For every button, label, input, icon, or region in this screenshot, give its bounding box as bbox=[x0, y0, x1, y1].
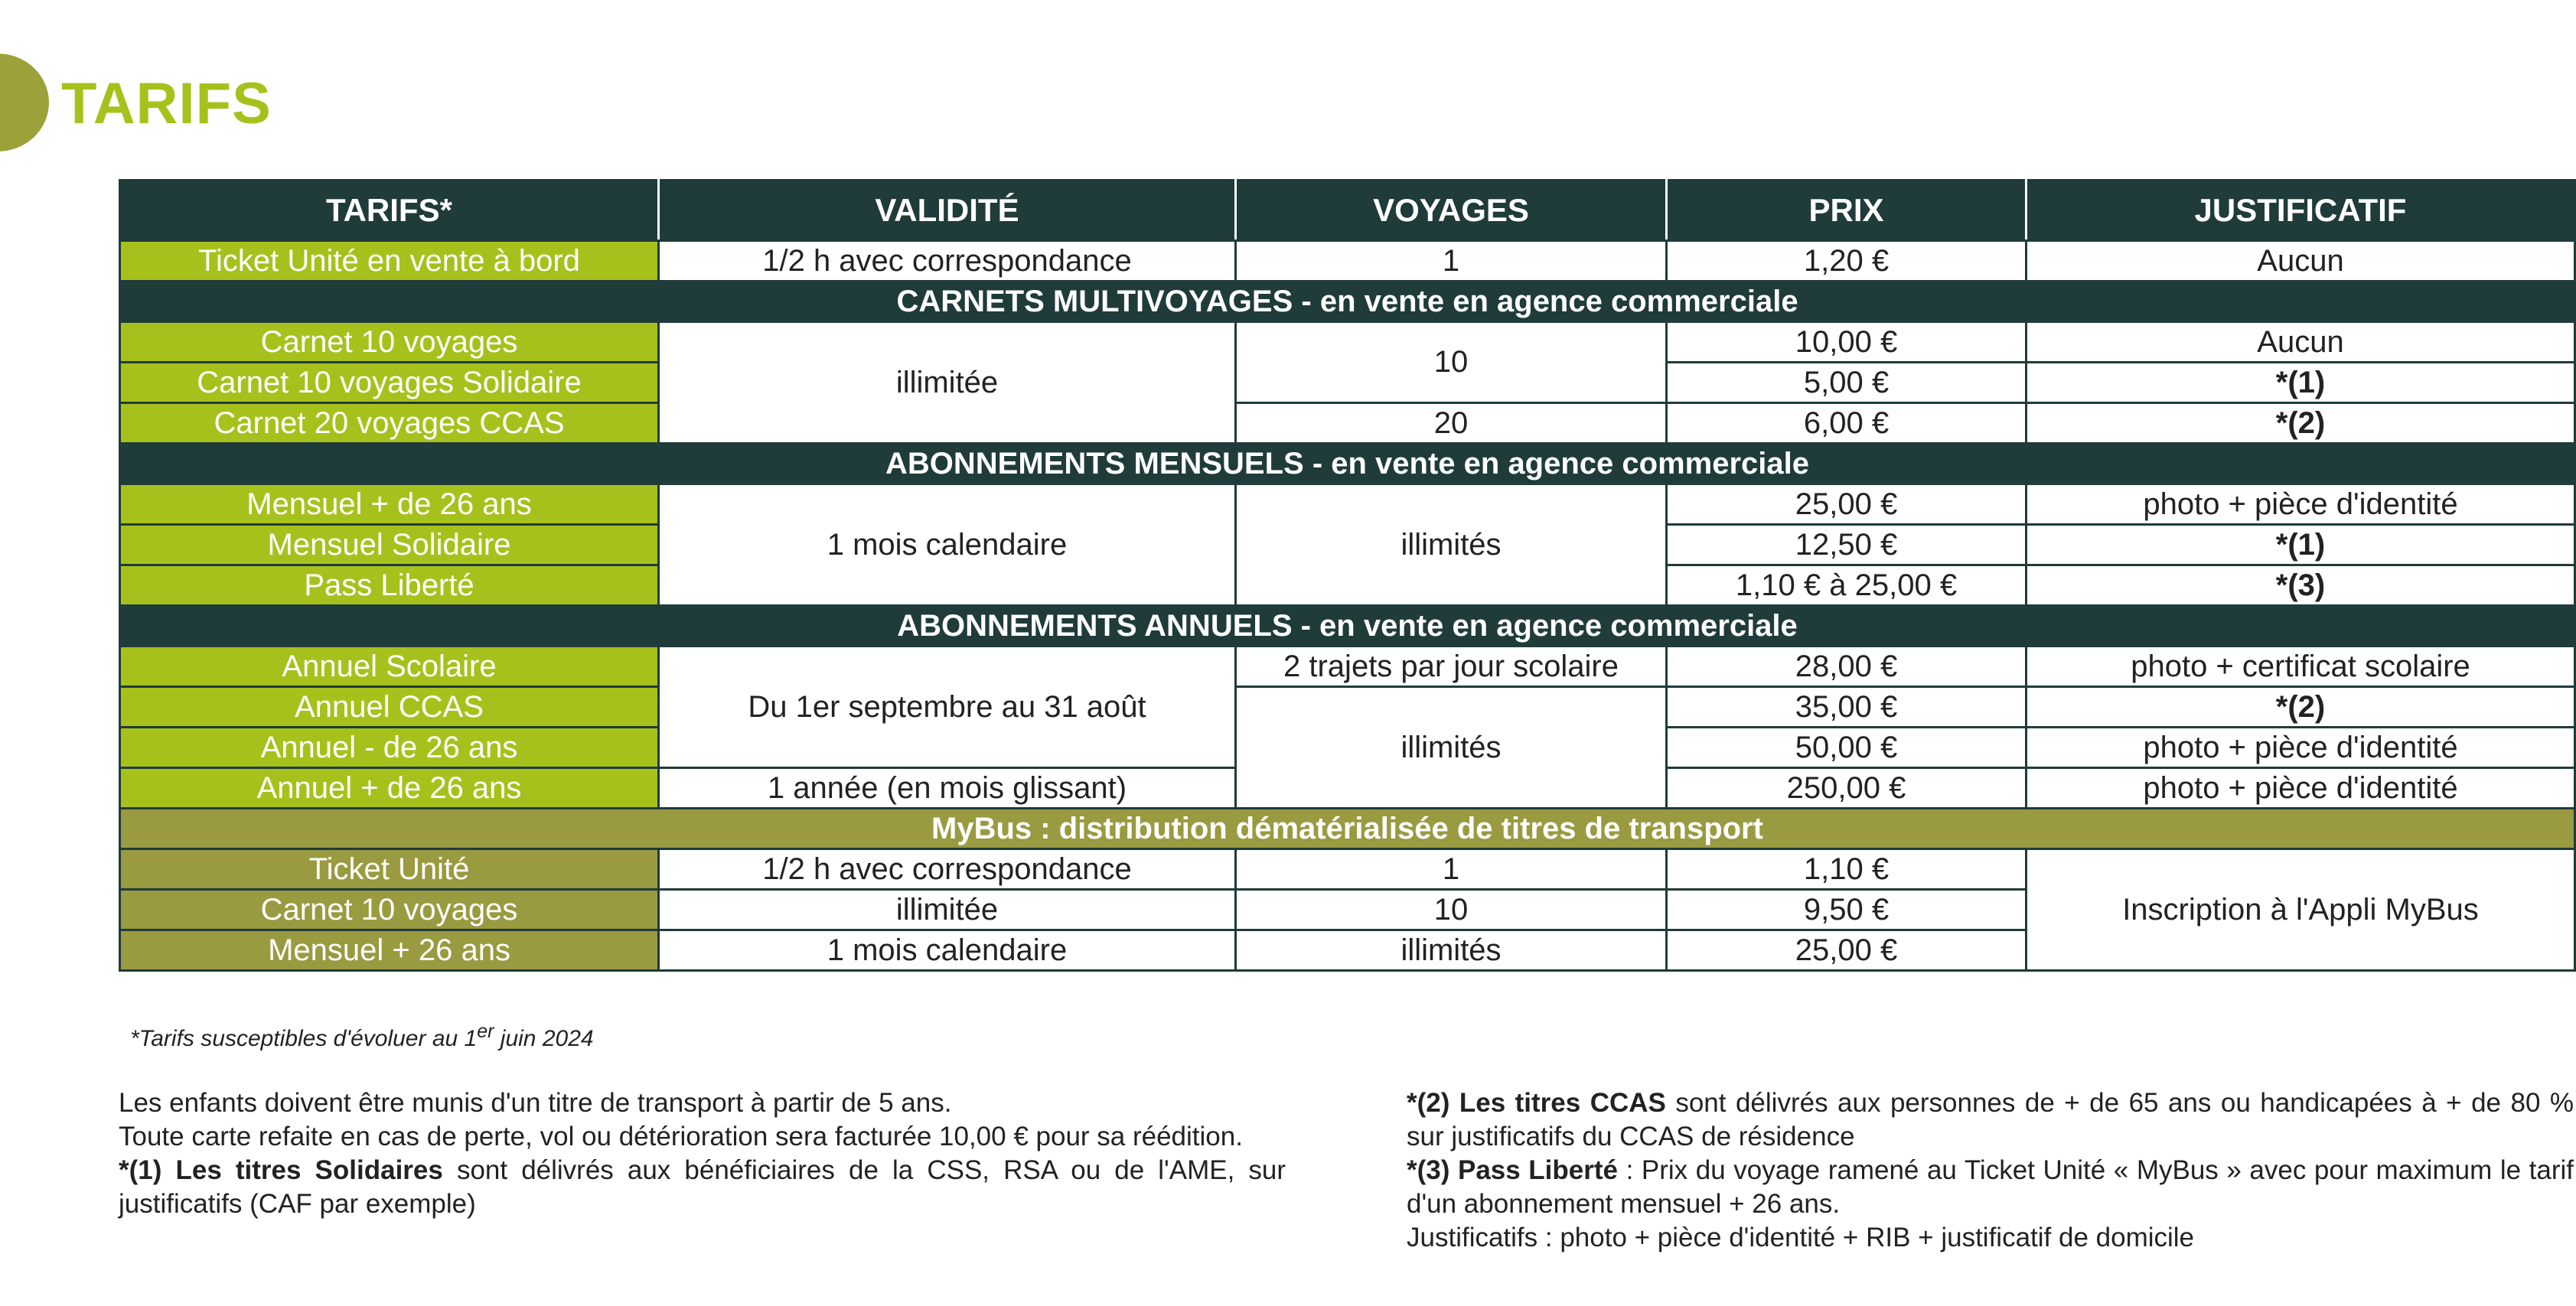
justificatif-cell: photo + pièce d'identité bbox=[2027, 728, 2575, 768]
note-solidaires-label: *(1) Les titres Solidaires bbox=[119, 1155, 443, 1185]
header-row bbox=[120, 181, 2575, 241]
voyages-cell: 20 bbox=[1236, 403, 1667, 444]
prix-cell: 12,50 € bbox=[1667, 525, 2027, 565]
note-ccas-label: *(2) Les titres CCAS bbox=[1407, 1088, 1666, 1118]
section-row-mybus bbox=[120, 809, 2575, 849]
justificatif-cell: Inscription à l'Appli MyBus bbox=[2027, 849, 2575, 971]
section-row-mensuels bbox=[120, 444, 2575, 484]
header-validite: VALIDITÉ bbox=[659, 181, 1236, 241]
tarif-name: Carnet 10 voyages Solidaire bbox=[120, 363, 659, 403]
section-row-annuels bbox=[120, 606, 2575, 646]
voyages-cell: illimités bbox=[1236, 930, 1667, 971]
justificatif-cell: *(3) bbox=[2027, 565, 2575, 606]
section-title: ABONNEMENTS MENSUELS - en vente en agence commerciale bbox=[120, 444, 2575, 484]
section-row-carnets bbox=[120, 282, 2575, 322]
prix-cell: 35,00 € bbox=[1667, 687, 2027, 728]
note-carte-refaite: Toute carte refaite en cas de perte, vol ou détérioration sera facturée 10,00 € pour sa réédition. bbox=[119, 1122, 1243, 1151]
prix-cell: 250,00 € bbox=[1667, 768, 2027, 809]
table-row bbox=[120, 241, 2575, 282]
table-row bbox=[120, 322, 2575, 363]
note-justificatifs: Justificatifs : photo + pièce d'identité + RIB + justificatif de domicile bbox=[1407, 1223, 2195, 1252]
validite-cell: 1 mois calendaire bbox=[659, 484, 1236, 606]
prix-cell: 5,00 € bbox=[1667, 363, 2027, 403]
prix-cell: 1,20 € bbox=[1667, 241, 2027, 282]
voyages-cell: 10 bbox=[1236, 322, 1667, 403]
prix-cell: 25,00 € bbox=[1667, 484, 2027, 525]
title-dot-decoration bbox=[0, 54, 49, 151]
justificatif-cell: *(1) bbox=[2027, 363, 2575, 403]
tarif-name: Annuel Scolaire bbox=[120, 646, 659, 687]
justificatif-cell: Aucun bbox=[2027, 241, 2575, 282]
validite-cell: illimitée bbox=[659, 890, 1236, 930]
prix-cell: 25,00 € bbox=[1667, 930, 2027, 971]
tarif-name: Annuel CCAS bbox=[120, 687, 659, 728]
page-title: TARIFS bbox=[61, 71, 272, 136]
tarif-name: Mensuel + 26 ans bbox=[120, 930, 659, 971]
tarif-name: Ticket Unité bbox=[120, 849, 659, 890]
validite-cell: 1/2 h avec correspondance bbox=[659, 849, 1236, 890]
tarif-name: Carnet 10 voyages bbox=[120, 322, 659, 363]
validite-cell: illimitée bbox=[659, 322, 1236, 444]
section-title: MyBus : distribution dématérialisée de titres de transport bbox=[120, 809, 2575, 849]
prix-cell: 1,10 € bbox=[1667, 849, 2027, 890]
prix-cell: 28,00 € bbox=[1667, 646, 2027, 687]
justificatif-cell: photo + pièce d'identité bbox=[2027, 768, 2575, 809]
prix-cell: 50,00 € bbox=[1667, 728, 2027, 768]
justificatif-cell: Aucun bbox=[2027, 322, 2575, 363]
tarif-name: Annuel - de 26 ans bbox=[120, 728, 659, 768]
voyages-cell: 10 bbox=[1236, 890, 1667, 930]
section-title: CARNETS MULTIVOYAGES - en vente en agence commerciale bbox=[120, 282, 2575, 322]
note-solidaires bbox=[119, 1154, 1286, 1221]
header-tarifs: TARIFS* bbox=[120, 181, 659, 241]
validite-cell: Du 1er septembre au 31 août bbox=[659, 646, 1236, 768]
tarif-name: Pass Liberté bbox=[120, 565, 659, 606]
validite-cell: 1 mois calendaire bbox=[659, 930, 1236, 971]
footnote-sup: er bbox=[477, 1021, 494, 1042]
prix-cell: 10,00 € bbox=[1667, 322, 2027, 363]
validite-cell: 1/2 h avec correspondance bbox=[659, 241, 1236, 282]
tarif-name: Annuel + de 26 ans bbox=[120, 768, 659, 809]
prix-cell: 9,50 € bbox=[1667, 890, 2027, 930]
note-liberte-text: : Prix du voyage ramené au Ticket Unité « MyBus » avec pour maximum le tarif d'un abonnement mensuel + 26 ans. bbox=[1407, 1155, 2574, 1219]
justificatif-cell: *(2) bbox=[2027, 687, 2575, 728]
note-liberte-label: *(3) Pass Liberté bbox=[1407, 1155, 1618, 1185]
justificatif-cell: *(2) bbox=[2027, 403, 2575, 444]
header-prix: PRIX bbox=[1667, 181, 2027, 241]
validite-cell: 1 année (en mois glissant) bbox=[659, 768, 1236, 809]
tarif-name: Carnet 20 voyages CCAS bbox=[120, 403, 659, 444]
prix-cell: 1,10 € à 25,00 € bbox=[1667, 565, 2027, 606]
voyages-cell: 1 bbox=[1236, 241, 1667, 282]
note-ccas bbox=[1407, 1086, 2574, 1154]
justificatif-cell: photo + pièce d'identité bbox=[2027, 484, 2575, 525]
section-title: ABONNEMENTS ANNUELS - en vente en agence commerciale bbox=[120, 606, 2575, 646]
voyages-cell: 1 bbox=[1236, 849, 1667, 890]
table-row bbox=[120, 687, 2575, 728]
header-voyages: VOYAGES bbox=[1236, 181, 1667, 241]
note-pass-liberte bbox=[1407, 1154, 2574, 1221]
prix-cell: 6,00 € bbox=[1667, 403, 2027, 444]
tarifs-footnote bbox=[130, 1021, 594, 1052]
header-justificatif: JUSTIFICATIF bbox=[2027, 181, 2575, 241]
table-row bbox=[120, 484, 2575, 525]
note-enfants: Les enfants doivent être munis d'un titre de transport à partir de 5 ans. bbox=[119, 1088, 952, 1118]
table-row bbox=[120, 849, 2575, 890]
footnote-text: *Tarifs susceptibles d'évoluer au 1 bbox=[130, 1026, 478, 1051]
footnote-text-end: juin 2024 bbox=[494, 1026, 594, 1051]
voyages-cell: illimités bbox=[1236, 687, 1667, 809]
tarif-name: Mensuel + de 26 ans bbox=[120, 484, 659, 525]
notes-right bbox=[1407, 1086, 2574, 1255]
tarifs-table bbox=[119, 179, 2576, 972]
note-ccas-text: sont délivrés aux personnes de + de 65 ans ou handicapées à + de 80 % sur justificatifs du CCAS de résidence bbox=[1407, 1088, 2574, 1151]
voyages-cell: 2 trajets par jour scolaire bbox=[1236, 646, 1667, 687]
tarif-name: Ticket Unité en vente à bord bbox=[120, 241, 659, 282]
notes-left bbox=[119, 1086, 1286, 1221]
justificatif-cell: photo + certificat scolaire bbox=[2027, 646, 2575, 687]
note-solidaires-text: sont délivrés aux bénéficiaires de la CSS, RSA ou de l'AME, sur justificatifs (CAF par exemple) bbox=[119, 1155, 1286, 1219]
table-row bbox=[120, 403, 2575, 444]
table-row bbox=[120, 646, 2575, 687]
tarif-name: Mensuel Solidaire bbox=[120, 525, 659, 565]
tarif-name: Carnet 10 voyages bbox=[120, 890, 659, 930]
voyages-cell: illimités bbox=[1236, 484, 1667, 606]
justificatif-cell: *(1) bbox=[2027, 525, 2575, 565]
